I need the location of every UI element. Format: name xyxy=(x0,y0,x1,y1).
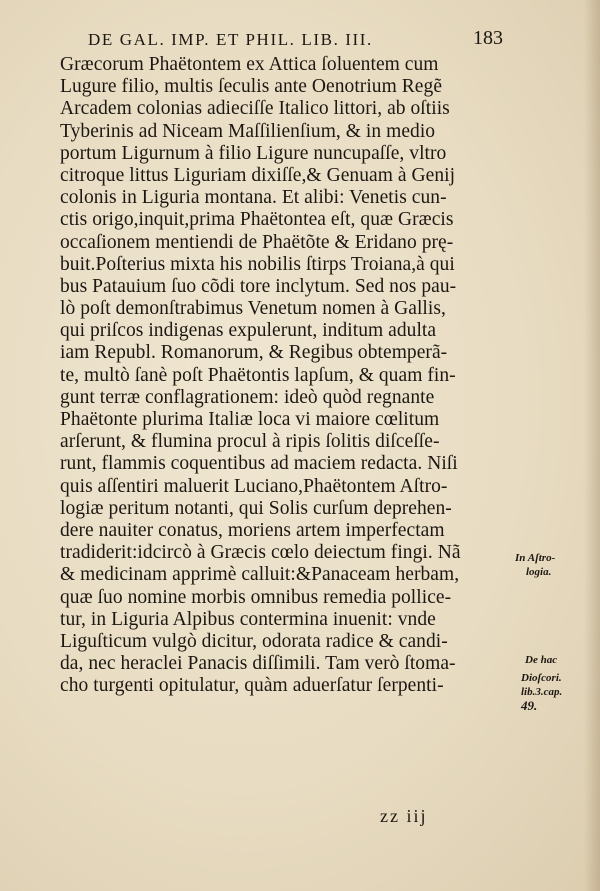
margin-note-astrologia xyxy=(515,551,555,579)
text-line: qui priſcos indigenas expulerunt, inditum adulta xyxy=(60,320,437,342)
text-line: Tyberinis ad Niceam Maſſilienſium, & in medio xyxy=(60,120,436,142)
text-line: te, multò ſanè poſt Phaëtontis lapſum, & quam fin- xyxy=(60,364,456,386)
text-line: buit.Poſterius mixta his nobilis ſtirps Troiana,à qui xyxy=(60,253,455,275)
margin-note-line: lib.3.cap. xyxy=(521,686,563,698)
text-line: arſerunt, & flumina procul à ripis ſolitis diſceſſe- xyxy=(60,431,440,453)
running-head: DE GAL. IMP. ET PHIL. LIB. III. xyxy=(88,30,373,49)
margin-note-line: De hac xyxy=(525,654,558,666)
text-line: ctis origo,inquit,prima Phaëtontea eſt, quæ Græcis xyxy=(60,209,454,231)
text-line: quis aſſentiri maluerit Luciano,Phaëtontem Aſtro- xyxy=(60,475,448,497)
page-number: 183 xyxy=(473,27,503,49)
text-line: runt, flammis coquentibus ad maciem redacta. Niſi xyxy=(60,453,458,475)
page-edge-shadow xyxy=(584,0,600,891)
text-line: Phaëtonte plurima Italiæ loca vi maiore cœlitum xyxy=(60,409,440,430)
text-line: logiæ peritum notanti, qui Solis curſum deprehen- xyxy=(60,497,452,519)
text-line: Arcadem colonias adieciſſe Italico littori, ab oſtiis xyxy=(60,98,450,120)
margin-note-line: Dioſcori. xyxy=(521,672,562,684)
text-line: Græcorum Phaëtontem ex Attica ſoluentem cum xyxy=(60,54,439,75)
text-line: & medicinam apprimè calluit:&Panaceam herbam, xyxy=(60,564,460,586)
margin-note-line: logia. xyxy=(526,566,552,578)
text-line: gunt terræ conflagrationem: ideò quòd regnante xyxy=(60,386,435,408)
text-line: citroque littus Liguriam dixiſſe,& Genuam à Genij xyxy=(60,164,456,186)
text-line: colonis in Liguria montana. Et alibi: Venetis cun- xyxy=(60,187,447,209)
margin-note-line: 49. xyxy=(521,698,538,713)
margin-note-line: In Aſtro- xyxy=(515,552,556,564)
margin-note-dioscorides xyxy=(521,653,562,713)
text-line: Liguſticum vulgò dicitur, odorata radice & candi- xyxy=(60,630,448,652)
text-line: tur, in Liguria Alpibus contermina inuenit: vnde xyxy=(60,608,436,630)
text-line: da, nec heraclei Panacis diſſimili. Tam verò ſtoma- xyxy=(60,653,456,675)
text-line: occaſionem mentiendi de Phaëtõte & Eridano prę- xyxy=(60,231,454,253)
text-line: Lugure filio, multis ſeculis ante Oenotrium Regẽ xyxy=(60,76,443,98)
body-text xyxy=(60,54,510,697)
signature-mark: zz iij xyxy=(380,806,428,826)
text-line: tradiderit:idcircò à Græcis cœlo deiectum fingi. Nã xyxy=(60,542,461,564)
text-line: quæ ſuo nomine morbis omnibus remedia pollice- xyxy=(60,586,452,608)
text-line: bus Patauium ſuo cõdi tore inclytum. Sed nos pau- xyxy=(60,275,457,297)
text-line: cho turgenti opitulatur, quàm aduerſatur ſerpenti- xyxy=(60,675,444,697)
text-line: dere nauiter conatus, moriens artem imperfectam xyxy=(60,519,445,541)
text-line: iam Republ. Romanorum, & Regibus obtemperã- xyxy=(60,342,448,364)
text-line: portum Ligurnum à filio Ligure nuncupaſſe, vltro xyxy=(60,142,447,164)
text-line: lò poſt demonſtrabimus Venetum nomen à Gallis, xyxy=(60,298,446,320)
